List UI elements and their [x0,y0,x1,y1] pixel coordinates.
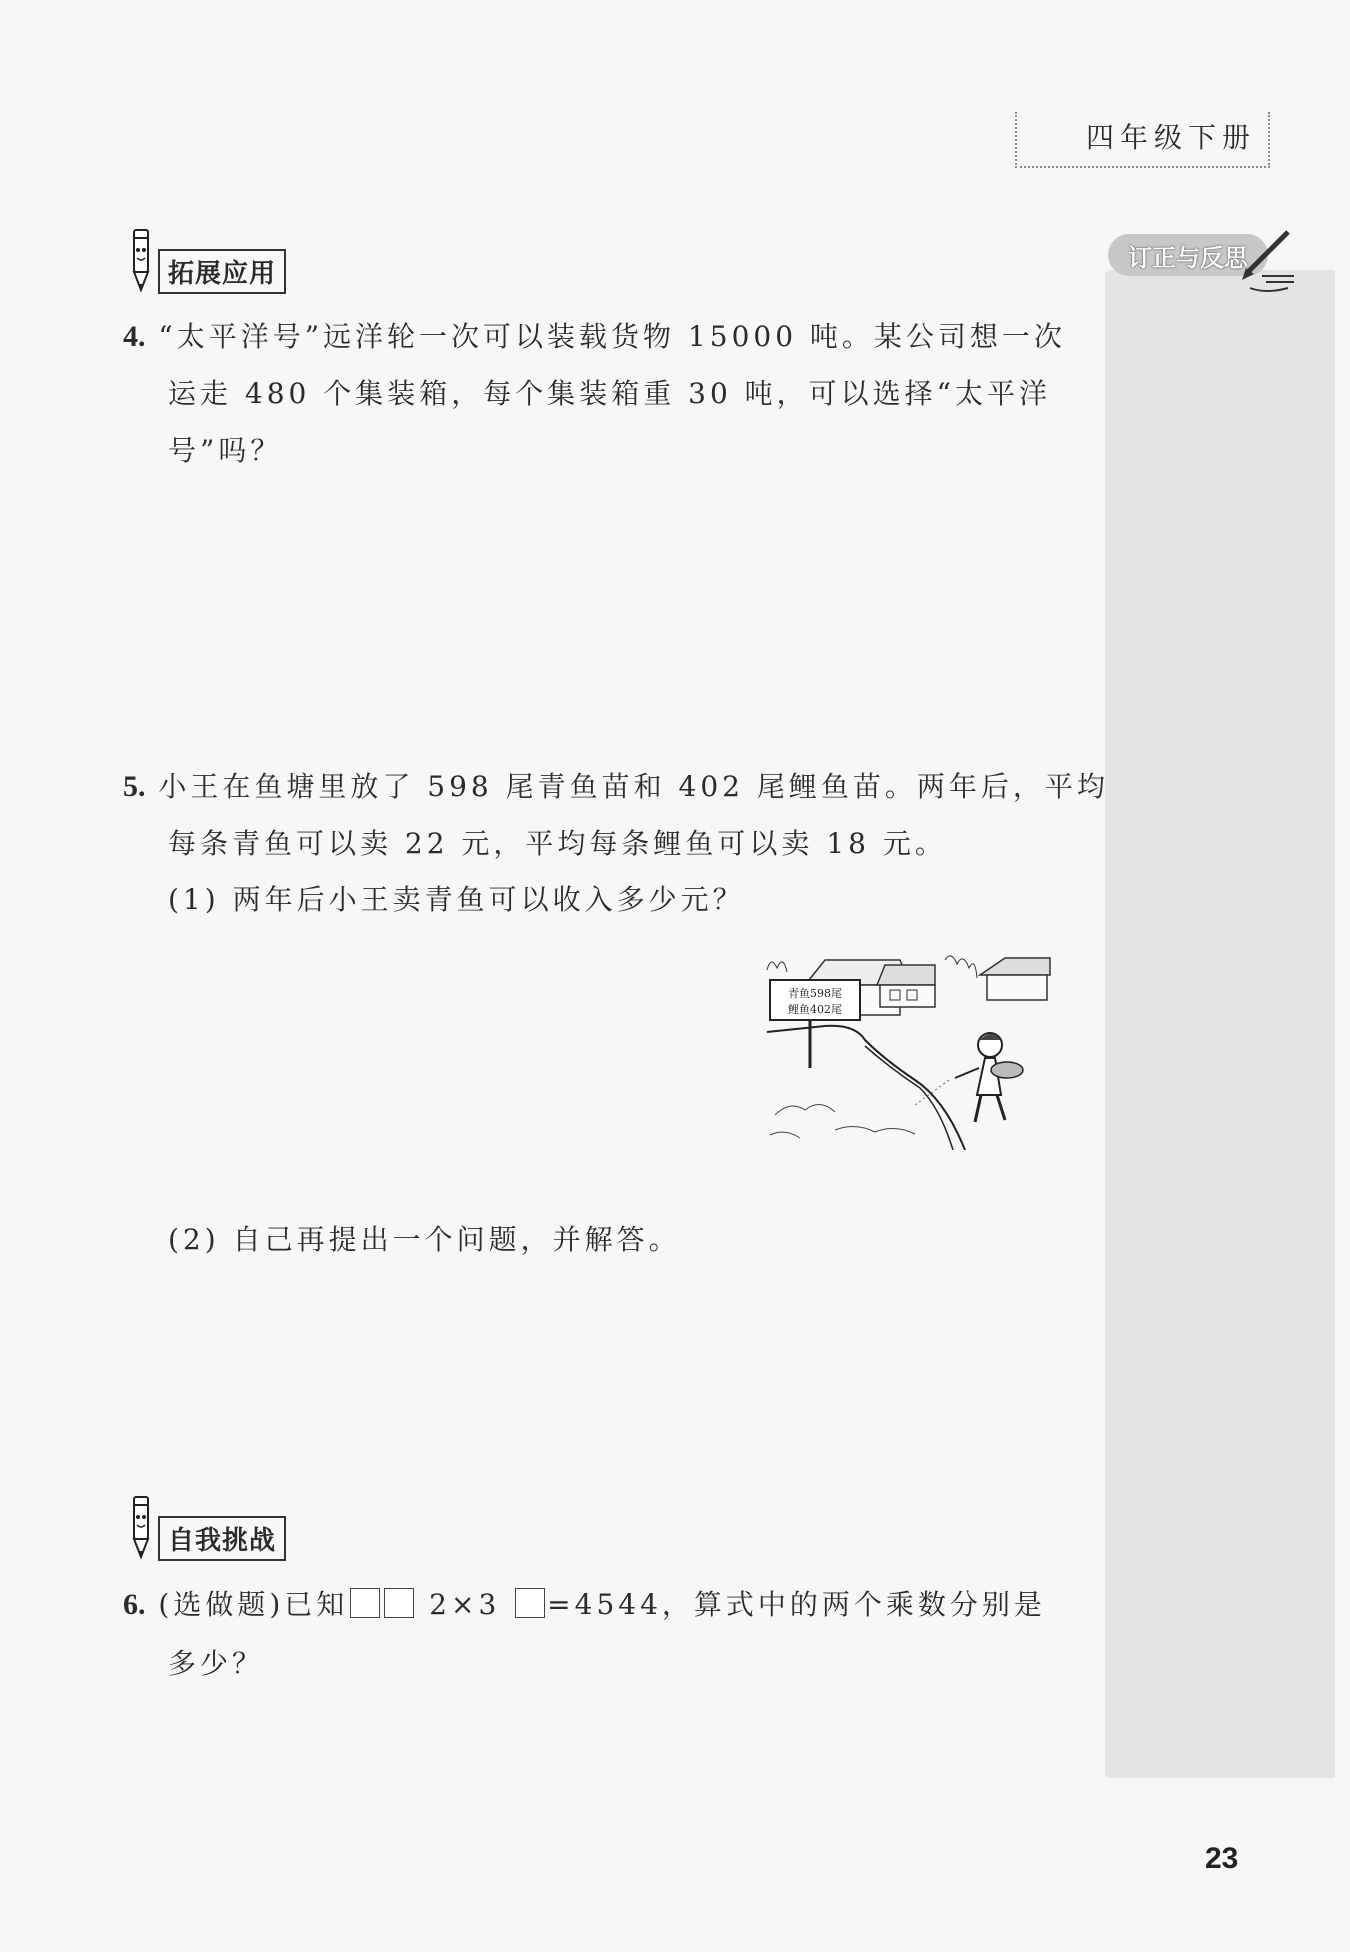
q4-line-1 [123,315,1066,355]
answer-box[interactable] [350,1588,380,1618]
q6-suffix: =4544，算式中的两个乘数分别是 [547,1588,1046,1621]
pen-icon [1236,224,1300,294]
sign-text-1: 青鱼598尾 [788,987,842,1000]
section-extension [128,228,286,294]
grade-label: 四年级下册 [1085,121,1256,154]
q4-line-3: 号”吗？ [168,434,283,467]
q5-number: 5. [123,770,146,803]
q5-line-2: 每条青鱼可以卖 22 元，平均每条鲤鱼可以卖 18 元。 [168,827,947,860]
q4-number: 4. [123,320,146,353]
q5-text-1: 小王在鱼塘里放了 598 尾青鱼苗和 402 尾鲤鱼苗。两年后，平均 [158,770,1109,803]
reflection-label: 订正与反思 [1128,243,1248,272]
answer-box[interactable] [384,1588,414,1618]
q6-line-2: 多少？ [168,1647,265,1680]
q4-text-1: “太平洋号”远洋轮一次可以装载货物 15000 吨。某公司想一次 [158,320,1066,353]
answer-box[interactable] [515,1588,545,1618]
section-extension-title: 拓展应用 [158,249,286,294]
q5-line-1 [123,765,1109,805]
q6-prefix: (选做题)已知 [158,1588,349,1621]
pencil-mascot-icon [128,228,154,294]
q5-sub-question-2: (2) 自己再提出一个问题，并解答。 [168,1223,681,1256]
q6-mid: 2×3 [429,1588,501,1621]
section-challenge [128,1495,286,1561]
section-challenge-title: 自我挑战 [158,1516,286,1561]
grade-header [1015,112,1270,168]
reflection-panel [1105,270,1335,1778]
q6-number: 6. [123,1588,146,1621]
sign-text-2: 鲤鱼402尾 [788,1003,842,1016]
q6-line-1 [123,1583,1046,1623]
pencil-mascot-icon [128,1495,154,1561]
q4-line-2: 运走 480 个集装箱，每个集装箱重 30 吨，可以选择“太平洋 [168,377,1051,410]
q5-sub-question-1: (1) 两年后小王卖青鱼可以收入多少元？ [168,883,745,916]
pond-illustration [765,950,1055,1150]
page-number: 23 [1205,1842,1239,1875]
